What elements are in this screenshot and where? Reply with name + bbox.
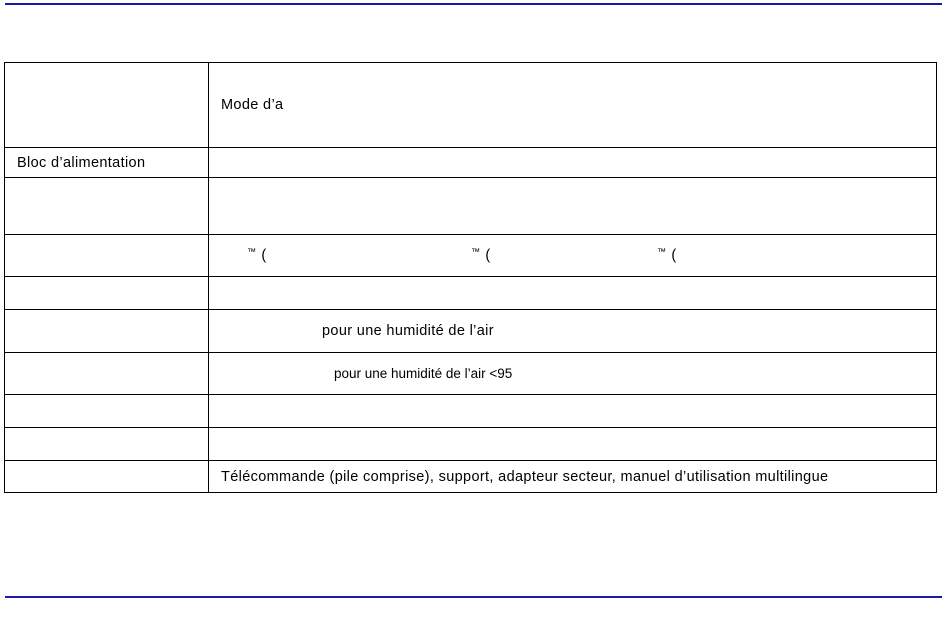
row-value [209,353,937,395]
trademark-symbol: ™ [471,246,481,257]
table-row [5,63,937,148]
row-label [5,353,209,395]
trademark-text: ( [261,247,267,264]
trademark-text: ( [671,247,677,264]
row-value-trademarks [209,235,937,277]
table-row [5,395,937,428]
row-label [5,235,209,277]
row-value: Télécommande (pile comprise), support, adapteur secteur, manuel d’utilisation multilingue [209,461,937,493]
row-label [5,395,209,428]
footer-rule [5,596,942,598]
table-row [5,277,937,310]
row-value: Mode d’a [209,63,937,148]
table-row [5,461,937,493]
table-row [5,428,937,461]
trademark-item [657,246,677,263]
table-row [5,235,937,277]
humidity-text: pour une humidité de l’air <95 [334,365,513,381]
trademark-item [247,246,267,263]
row-label [5,277,209,310]
trademark-symbol: ™ [657,246,667,257]
row-value [209,148,937,178]
row-value [209,428,937,461]
row-label [5,178,209,235]
trademark-text: ( [485,247,491,264]
trademark-item [471,246,491,263]
header-rule [5,3,942,5]
humidity-text: pour une humidité de l’air [322,323,494,339]
row-label [5,310,209,353]
row-label [5,461,209,493]
spec-table [4,62,937,493]
row-label [5,63,209,148]
row-label [5,428,209,461]
row-value [209,395,937,428]
table-row [5,148,937,178]
row-label: Bloc d’alimentation [5,148,209,178]
trademark-symbol: ™ [247,246,257,257]
table-row [5,178,937,235]
table-row [5,310,937,353]
row-value [209,178,937,235]
row-value [209,310,937,353]
table-row [5,353,937,395]
row-value [209,277,937,310]
